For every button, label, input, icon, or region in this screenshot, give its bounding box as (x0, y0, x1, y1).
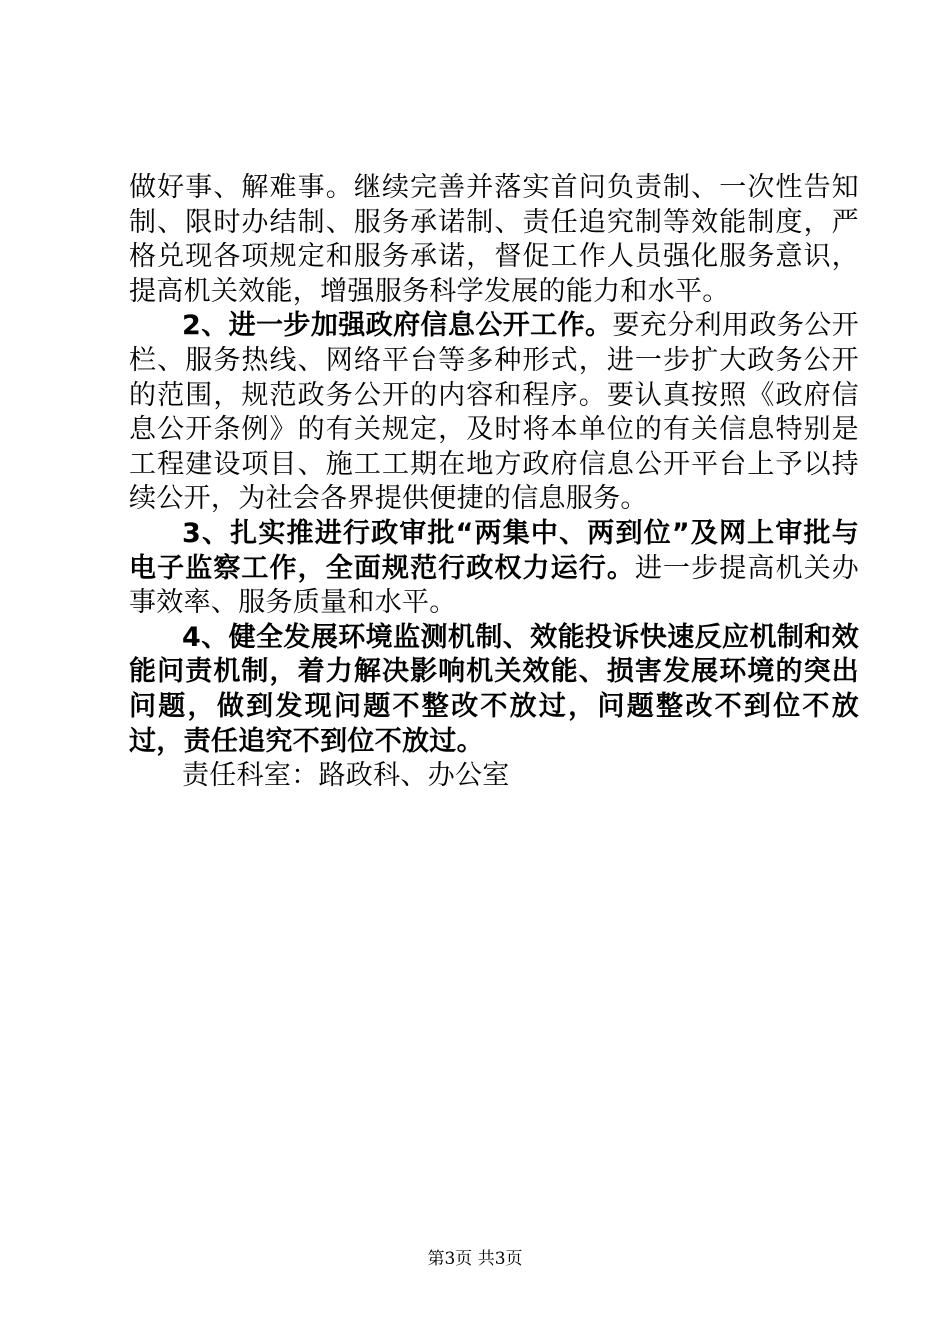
paragraph-3-heading: 3、扎实推进行政审批“两集中、两到位”及网上审批与电子监察工作，全面规范行政权力运行。 (129, 517, 859, 584)
paragraph-2 (129, 309, 859, 517)
paragraph-4 (129, 621, 859, 759)
paragraph-3-text: 进一步提高机关办事效率、服务质量和水平。 (129, 552, 859, 619)
paragraph-1-text: 做好事、解难事。继续完善并落实首问负责制、一次性告知制、限时办结制、服务承诺制、责任追究制等效能制度，严格兑现各项规定和服务承诺，督促工作人员强化服务意识，提高机关效能，增强服务科学发展的能力和水平。 (129, 172, 859, 307)
page-footer: 第3页 共3页 (427, 1249, 523, 1269)
paragraph-2-heading: 2、进一步加强政府信息公开工作。 (182, 310, 613, 342)
paragraph-3 (129, 517, 859, 621)
paragraph-1 (129, 171, 859, 309)
paragraph-2-text: 要充分利用政务公开栏、服务热线、网络平台等多种形式，进一步扩大政务公开的范围，规范政务公开的内容和程序。要认真按照《政府信息公开条例》的有关规定，及时将本单位的有关信息特别是工程建设项目、施工工期在地方政府信息公开平台上予以持续公开，为社会各界提供便捷的信息服务。 (129, 310, 859, 515)
responsible-office (129, 759, 859, 794)
responsible-office-text: 责任科室：路政科、办公室 (182, 760, 510, 792)
document-body (129, 171, 859, 794)
paragraph-4-heading: 4、健全发展环境监测机制、效能投诉快速反应机制和效能问责机制，着力解决影响机关效能、损害发展环境的突出问题，做到发现问题不整改不放过，问题整改不到位不放过，责任追究不到位不放过。 (129, 621, 859, 757)
